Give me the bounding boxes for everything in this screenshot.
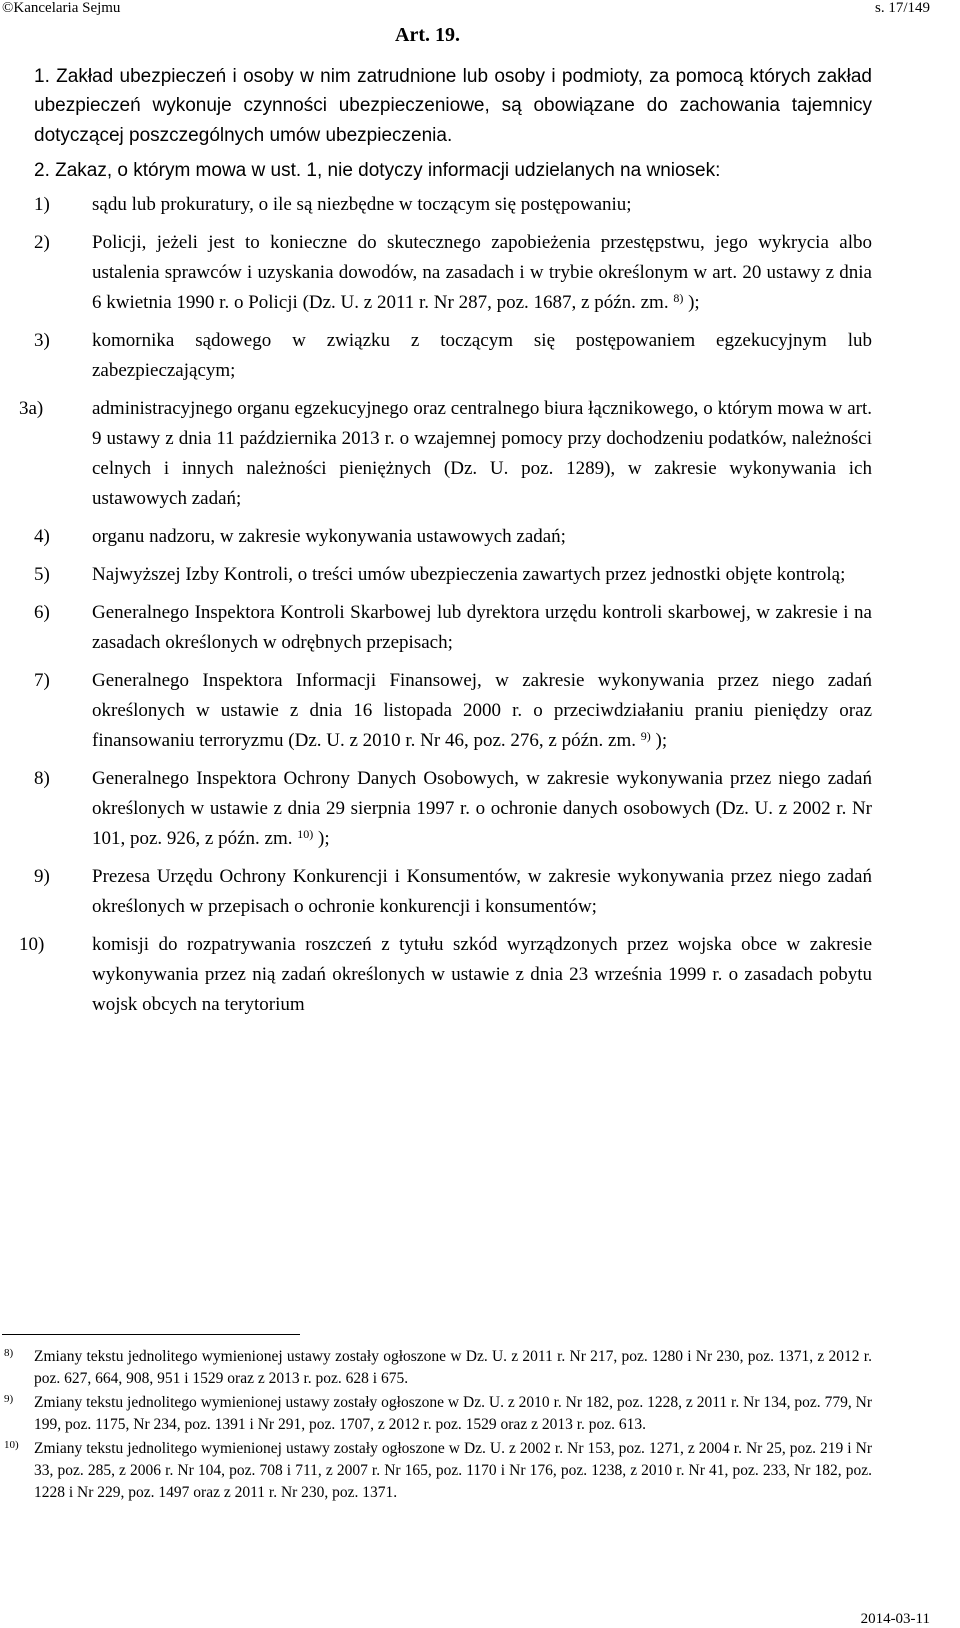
item-text: administracyjnego organu egzekucyjnego oraz centralnego biura łącznikowego, o którym mowa w art. 9 ustawy z dnia 11 października 2013 r. o wzajemnej pomocy przy dochodzeniu podatków, należności celnych i innych należności pieniężnych (Dz. U. poz. 1289), w zakresie wykonywania ich ustawowych zadań; <box>92 397 872 509</box>
item-number: 8) <box>34 767 50 789</box>
item-text: Najwyższej Izby Kontroli, o treści umów ubezpieczenia zawartych przez jednostki objęte kontrolą; <box>92 563 846 585</box>
list-item <box>34 862 872 922</box>
item-number: 6) <box>34 601 50 623</box>
list-item <box>19 394 872 514</box>
list-item <box>34 190 872 220</box>
item-text: Generalnego Inspektora Informacji Finansowej, w zakresie wykonywania przez niego zadań określonych w ustawie z dnia 16 listopada 2000 r. o przeciwdziałaniu praniu pieniędzy oraz finansowaniu terroryzmu (Dz. U. z 2010 r. Nr 46, poz. 276, z późn. zm. <box>92 669 872 751</box>
footnote-ref[interactable]: 8) <box>673 290 684 305</box>
document-date: 2014-03-11 <box>860 1611 930 1627</box>
list-item <box>34 666 872 756</box>
list-item <box>34 598 872 658</box>
list-item <box>34 228 872 318</box>
item-number: 3) <box>34 329 50 351</box>
footnote <box>2 1346 872 1390</box>
item-text: Generalnego Inspektora Ochrony Danych Osobowych, w zakresie wykonywania przez niego zadań określonych w ustawie z dnia 29 sierpnia 1997 r. o ochronie danych osobowych (Dz. U. z 2002 r. Nr 101, poz. 926, z późn. zm. <box>92 767 872 849</box>
footnote-mark: 8) <box>4 1347 14 1359</box>
item-tail: ); <box>318 827 330 849</box>
item-number: 3a) <box>19 397 44 419</box>
item-text: Generalnego Inspektora Kontroli Skarbowej lub dyrektora urzędu kontroli skarbowej, w zakresie i na zasadach określonych w odrębnych przepisach; <box>92 601 872 653</box>
article-title: Art. 19. <box>395 24 460 46</box>
item-list <box>19 190 872 1020</box>
item-tail: ); <box>688 291 700 313</box>
footnotes <box>2 1346 872 1506</box>
list-item <box>34 326 872 386</box>
item-text: sądu lub prokuratury, o ile są niezbędne w toczącym się postępowaniu; <box>92 193 632 215</box>
item-text: komornika sądowego w związku z toczącym się postępowaniem egzekucyjnym lub zabezpieczającym; <box>92 329 872 381</box>
item-number: 2) <box>34 231 50 253</box>
item-number: 4) <box>34 525 50 547</box>
list-item <box>19 930 872 1020</box>
footnote-ref[interactable]: 10) <box>297 826 314 841</box>
item-number: 5) <box>34 563 50 585</box>
footnote <box>2 1438 872 1504</box>
item-text: komisji do rozpatrywania roszczeń z tytułu szkód wyrządzonych przez wojska obce w zakresie wykonywania przez nią zadań określonych w ustawie z dnia 23 września 1999 r. o zasadach pobytu wojsk obcych na terytorium <box>92 933 872 1015</box>
article-body <box>19 62 872 1028</box>
item-number: 1) <box>34 193 50 215</box>
footnote-divider <box>2 1334 300 1335</box>
footnote-text: Zmiany tekstu jednolitego wymienionej ustawy zostały ogłoszone w Dz. U. z 2011 r. Nr 217, poz. 1280 i Nr 230, poz. 1371, z 2012 r. poz. 627, 664, 908, 951 i 1529 oraz z 2013 r. poz. 628 i 675. <box>34 1348 872 1387</box>
item-number: 7) <box>34 669 50 691</box>
footnote-mark: 10) <box>4 1439 19 1451</box>
list-item <box>34 764 872 854</box>
paragraph-2: 2. Zakaz, o którym mowa w ust. 1, nie dotyczy informacji udzielanych na wniosek: <box>34 160 721 182</box>
paragraph-1: 1. Zakład ubezpieczeń i osoby w nim zatrudnione lub osoby i podmioty, za pomocą których zakład ubezpieczeń wykonuje czynności ubezpieczeniowe, są obowiązane do zachowania tajemnicy dotyczącej poszczególnych umów ubezpieczenia. <box>34 66 872 146</box>
item-tail: ); <box>655 729 668 751</box>
footnote-text: Zmiany tekstu jednolitego wymienionej ustawy zostały ogłoszone w Dz. U. z 2002 r. Nr 153, poz. 1271, z 2004 r. Nr 25, poz. 219 i Nr 33, poz. 285, z 2006 r. Nr 104, poz. 708 i 711, z 2007 r. Nr 165, poz. 1170 i Nr 176, poz. 1238, z 2010 r. Nr 41, poz. 233, Nr 182, poz. 1228 i Nr 229, poz. 1497 oraz z 2011 r. Nr 230, poz. 1371. <box>34 1440 872 1501</box>
item-number: 10) <box>19 933 45 955</box>
list-item <box>34 522 872 552</box>
item-text: Policji, jeżeli jest to konieczne do skutecznego zapobieżenia przestępstwu, jego wykrycia albo ustalenia sprawców i uzyskania dowodów, na zasadach i w trybie określonym w art. 20 ustawy z dnia 6 kwietnia 1990 r. o Policji (Dz. U. z 2011 r. Nr 287, poz. 1687, z późn. zm. <box>92 231 872 313</box>
footnote-text: Zmiany tekstu jednolitego wymienionej ustawy zostały ogłoszone w Dz. U. z 2010 r. Nr 182, poz. 1228, z 2011 r. Nr 134, poz. 779, Nr 199, poz. 1175, Nr 234, poz. 1391 i Nr 291, poz. 1707, z 2012 r. poz. 1529 oraz z 2013 r. poz. 613. <box>34 1394 872 1433</box>
footnote-ref[interactable]: 9) <box>640 728 651 743</box>
item-number: 9) <box>34 865 50 887</box>
page-number: s. 17/149 <box>874 0 930 16</box>
list-item <box>34 560 872 590</box>
footnote-mark: 9) <box>4 1393 14 1405</box>
item-text: Prezesa Urzędu Ochrony Konkurencji i Konsumentów, w zakresie wykonywania przez niego zadań określonych w przepisach o ochronie konkurencji i konsumentów; <box>92 865 872 917</box>
header-source: ©Kancelaria Sejmu <box>2 0 121 16</box>
item-text: organu nadzoru, w zakresie wykonywania ustawowych zadań; <box>92 525 566 547</box>
footnote <box>2 1392 872 1436</box>
